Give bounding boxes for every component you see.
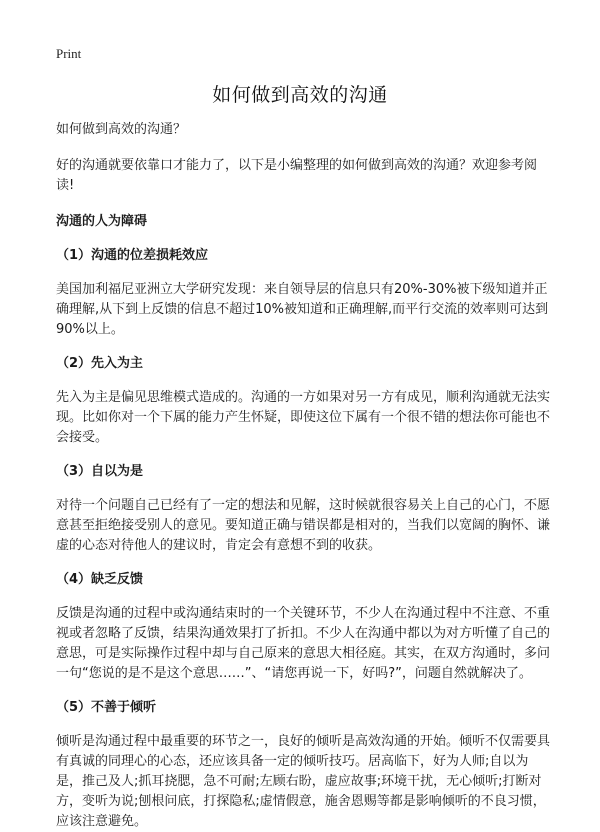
- intro-paragraph: 好的沟通就要依靠口才能力了，以下是小编整理的如何做到高效的沟通？欢迎参考阅读!: [56, 158, 538, 193]
- item-heading-5: （5）不善于倾听: [56, 700, 157, 715]
- item-heading-3: （3）自以为是: [56, 464, 144, 479]
- item-body-1: 美国加利福尼亚洲立大学研究发现：来自领导层的信息只有20%-30%被下级知道并正确理解,从下到上反馈的信息不超过10%被知道和正确理解,而平行交流的效率则可达到90%以上。: [56, 282, 549, 337]
- item-body-3: 对待一个问题自己已经有了一定的想法和见解，这时候就很容易关上自己的心门，不愿意甚至拒绝接受别人的意见。要知道正确与错误都是相对的，当我们以宽阔的胸怀、谦虚的心态对待他人的建议时，肯定会有意想不到的收获。: [56, 498, 551, 553]
- item-body-2: 先入为主是偏见思维模式造成的。沟通的一方如果对另一方有成见，顺利沟通就无法实现。比如你对一个下属的能力产生怀疑，即使这位下属有一个很不错的想法你可能也不会接受。: [56, 390, 551, 445]
- item-heading-1: （1）沟通的位差损耗效应: [56, 248, 209, 263]
- article-body: [56, 120, 550, 832]
- page-title: 如何做到高效的沟通: [212, 84, 388, 106]
- section-heading: 沟通的人为障碍: [56, 214, 148, 229]
- item-body-4: 反馈是沟通的过程中或沟通结束时的一个关键环节，不少人在沟通过程中不注意、不重视或者忽略了反馈，结果沟通效果打了折扣。不少人在沟通中都以为对方听懂了自己的意思，可是实际操作过程中却与自己原来的意思大相径庭。其实，在双方沟通时，多问一句“您说的是不是这个意思……”、“请您再说一下，好吗?”，问题自然就解决了。: [56, 606, 551, 681]
- intro-question: 如何做到高效的沟通？: [56, 122, 187, 137]
- print-link[interactable]: Print: [56, 46, 82, 61]
- item-heading-4: （4）缺乏反馈: [56, 572, 144, 587]
- item-heading-2: （2）先入为主: [56, 356, 144, 371]
- item-body-5: 倾听是沟通过程中最重要的环节之一，良好的倾听是高效沟通的开始。倾听不仅需要具有真诚的同理心的心态，还应该具备一定的倾听技巧。居高临下，好为人师;自以为是，推己及人;抓耳挠腮，急不可耐;左顾右盼，虚应故事;环境干扰，无心倾听;打断对方，变听为说;刨根问底，打探隐私;虚情假意，施舍恩赐等都是影响倾听的不良习惯，应该注意避免。: [56, 734, 551, 829]
